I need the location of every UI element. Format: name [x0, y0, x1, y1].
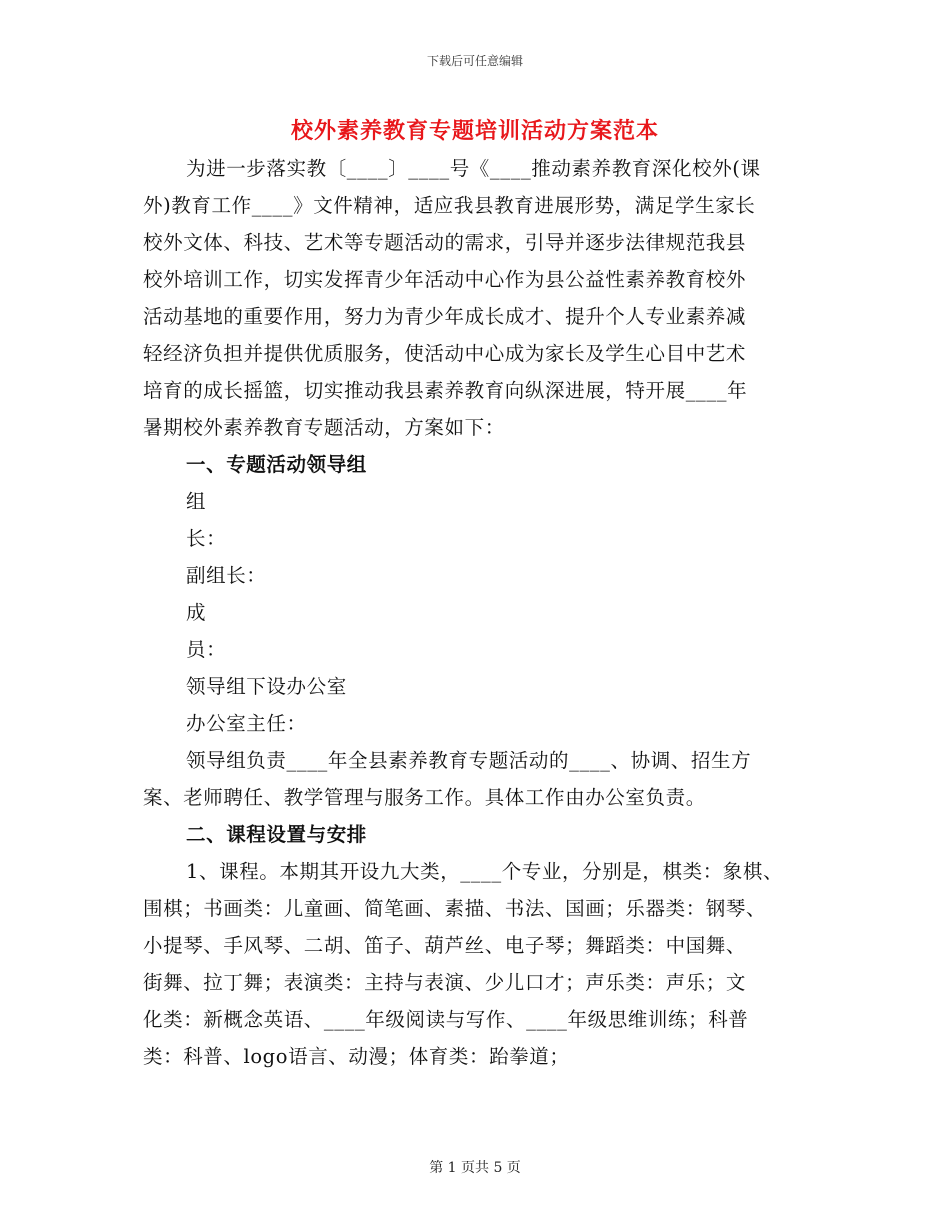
- section-heading-courses: 二、课程设置与安排: [186, 823, 367, 846]
- document-body: [143, 150, 823, 1075]
- paragraph-line: 案、老师聘任、教学管理与服务工作。具体工作由办公室负责。: [143, 786, 706, 809]
- paragraph-line: 1、课程。本期其开设九大类，____个专业，分别是，棋类：象棋、: [186, 860, 784, 883]
- page-number: 第 1 页共 5 页: [429, 1160, 521, 1176]
- paragraph-line: 暑期校外素养教育专题活动，方案如下：: [143, 416, 505, 439]
- section-heading-leadership: 一、专题活动领导组: [186, 453, 367, 476]
- role-line: 长：: [186, 527, 227, 550]
- paragraph-line: 校外培训工作，切实发挥青少年活动中心作为县公益性素养教育校外: [143, 268, 747, 291]
- role-line: 组: [186, 490, 207, 513]
- paragraph-line: 轻经济负担并提供优质服务，使活动中心成为家长及学生心目中艺术: [143, 342, 747, 365]
- role-line: 成: [186, 601, 207, 624]
- paragraph-line: 化类：新概念英语、____年级阅读与写作、____年级思维训练；科普: [143, 1008, 749, 1031]
- paragraph-line: 围棋；书画类：儿童画、简笔画、素描、书法、国画；乐器类：钢琴、: [143, 897, 767, 920]
- paragraph-line: 校外文体、科技、艺术等专题活动的需求，引导并逐步法律规范我县: [143, 231, 747, 254]
- paragraph-line: 街舞、拉丁舞；表演类：主持与表演、少儿口才；声乐类：声乐；文: [143, 971, 747, 994]
- document-title: 校外素养教育专题培训活动方案范本: [290, 118, 659, 144]
- role-line: 领导组下设办公室: [186, 675, 347, 698]
- paragraph-line: 类：科普、logo语言、动漫；体育类：跆拳道；: [143, 1045, 570, 1068]
- header-note: 下载后可任意编辑: [426, 54, 523, 68]
- role-line: 副组长：: [186, 564, 267, 587]
- role-line: 办公室主任：: [186, 712, 307, 735]
- paragraph-line: 培育的成长摇篮，切实推动我县素养教育向纵深进展，特开展____年: [143, 379, 748, 402]
- paragraph-line: 小提琴、手风琴、二胡、笛子、葫芦丝、电子琴；舞蹈类：中国舞、: [143, 934, 747, 957]
- paragraph-line: 活动基地的重要作用，努力为青少年成长成才、提升个人专业素养减: [143, 305, 747, 328]
- paragraph-line: 外)教育工作____》文件精神，适应我县教育进展形势，满足学生家长: [143, 194, 756, 217]
- paragraph-line: 领导组负责____年全县素养教育专题活动的____、协调、招生方: [186, 749, 752, 772]
- paragraph-line: 为进一步落实教〔____〕____号《____推动素养教育深化校外(课: [186, 157, 761, 180]
- role-line: 员：: [186, 638, 227, 661]
